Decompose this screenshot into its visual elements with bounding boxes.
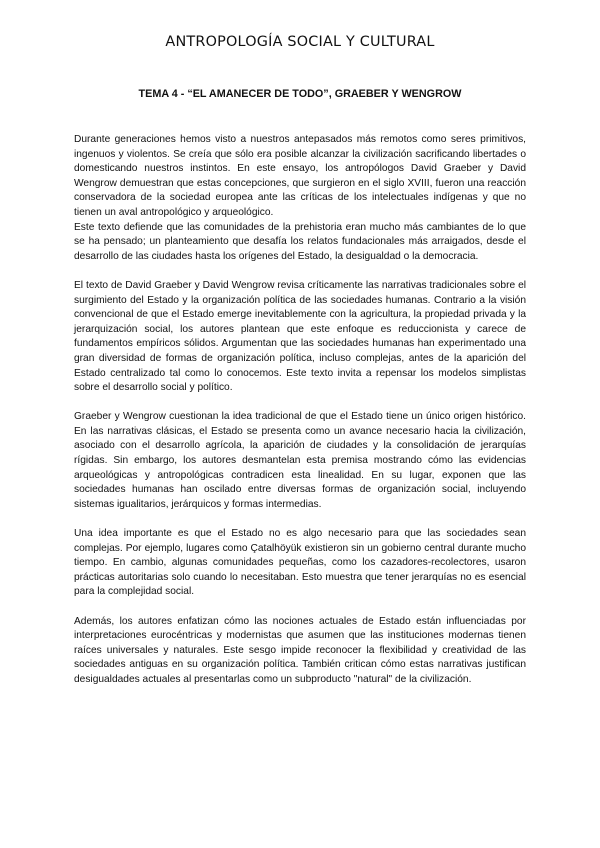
paragraph-thesis: Este texto defiende que las comunidades de la prehistoria eran mucho más cambiantes de lo que se ha pensado; un planteamiento que desafía los relatos fundacionales más arraigados, desde el desarrollo de las ciudades hasta los orígenes del Estado, la desigualdad o la democracia. <box>74 221 526 262</box>
paragraph-state-origin: Graeber y Wengrow cuestionan la idea tradicional de que el Estado tiene un único origen histórico. En las narrativas clásicas, el Estado se presenta como un avance necesario hacia la civilización, asociado con el desarrollo agrícola, la aparición de ciudades y la consolidación de jerarquías rígidas. Sin embargo, los autores desmantelan esta premisa mostrando cómo las evidencias arqueológicas y antropológicas contradicen esta linealidad. En su lugar, exponen que las sociedades humanas han oscilado entre diversas formas de organización social, incluyendo sistemas igualitarios, jerárquicos y formas intermedias. <box>74 411 526 510</box>
paragraph-complexity: Una idea importante es que el Estado no es algo necesario para que las sociedades sean complejas. Por ejemplo, lugares como Çatalhöyük existieron sin un gobierno central durante mucho tiempo. En cambio, algunas comunidades pequeñas, como los cazadores-recolectores, usaron prácticas autoritarias solo cuando lo necesitaban. Esto muestra que tener jerarquías no es esencial para la complejidad social. <box>74 528 526 598</box>
paragraph-overview: El texto de David Graeber y David Wengrow revisa críticamente las narrativas tradicionales sobre el surgimiento del Estado y la organización política de las sociedades humanas. Contrario a la visión convencional de que el Estado emerge inevitablemente con la agricultura, la propiedad privada y la jerarquización social, los autores plantean que este enfoque es reduccionista y carece de fundamentos empíricos sólidos. Argumentan que las sociedades humanas han experimentado una gran diversidad de formas de organización política, incluso complejas, antes de la aparición del Estado centralizado tal como lo conocemos. Este texto invita a repensar los modelos simplistas sobre el desarrollo social y político. <box>74 279 526 394</box>
course-title: ANTROPOLOGÍA SOCIAL Y CULTURAL <box>165 34 435 50</box>
topic-title: TEMA 4 - “EL AMANECER DE TODO”, GRAEBER Y WENGROW <box>138 88 462 100</box>
paragraph-intro: Durante generaciones hemos visto a nuestros antepasados más remotos como seres primitivos, ingenuos y violentos. Se creía que sólo era posible alcanzar la civilización sacrificando libertades o domesticando nuestros instintos. En este ensayo, los antropólogos David Graeber y David Wengrow demuestran que estas concepciones, que surgieron en el siglo XVIII, fueron una reacción conservadora de la sociedad europea ante las críticas de los intelectuales indígenas y que no tienen un aval antropológico y arqueológico. <box>74 134 526 218</box>
body-text <box>74 133 526 688</box>
paragraph-eurocentrism: Además, los autores enfatizan cómo las nociones actuales de Estado están influenciadas por interpretaciones eurocéntricas y modernistas que asumen que las instituciones modernas tienen raíces universales y naturales. Este sesgo impide reconocer la flexibilidad y creatividad de las sociedades antiguas en su organización política. También critican cómo estas narrativas justifican desigualdades actuales al presentarlas como un subproducto "natural" de la civilización. <box>74 615 526 685</box>
